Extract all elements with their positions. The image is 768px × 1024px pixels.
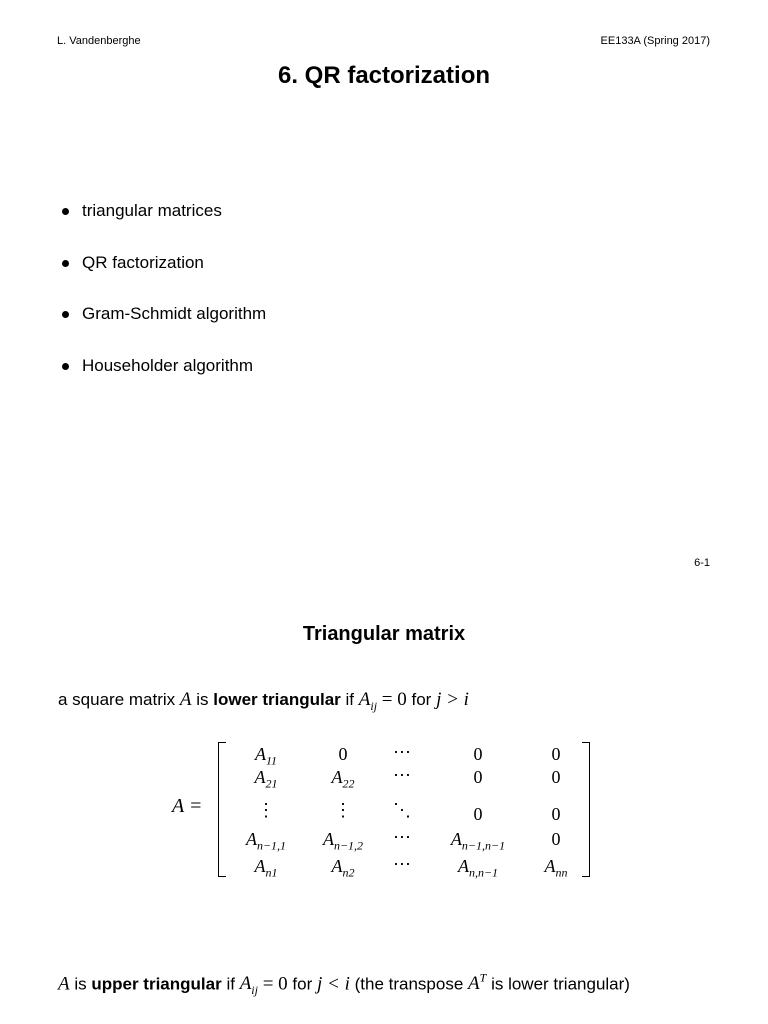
matrix-cell: 0 [473, 744, 483, 764]
bullet-icon [62, 311, 69, 318]
matrix-cell: 0 [551, 767, 561, 787]
matrix-cell: 0 [338, 744, 348, 764]
matrix-lhs: A = [172, 795, 203, 817]
bullet-icon [62, 260, 69, 267]
matrix-cell: 0 [473, 804, 483, 824]
matrix-cell: $A_{22}$ [331, 767, 355, 791]
upper-triangular-definition: A is upper triangular if $A_{ij} = 0$ for j < i (the transpose $A^T$ is lower triangular) [58, 971, 630, 998]
matrix-cell: $A_{n-1,n-1}$ [450, 829, 506, 853]
matrix-cell: 0 [551, 744, 561, 764]
matrix-cell: 0 [551, 804, 561, 824]
matrix-cell: 0 [551, 829, 561, 849]
matrix-left-bracket [218, 742, 226, 877]
lower-triangular-definition: a square matrix A is lower triangular if $A_{ij} = 0$ for j > i [58, 689, 469, 713]
list-item: QR factorization [62, 252, 266, 304]
matrix-cell: ⋯ [393, 827, 411, 847]
course-header: EE133A (Spring 2017) [600, 35, 710, 47]
outline-list [62, 200, 266, 406]
matrix-cell: ⋮ [257, 800, 275, 820]
slide-title: 6. QR factorization [277, 62, 491, 89]
matrix-cell: 0 [473, 767, 483, 787]
matrix-cell: ⋯ [393, 854, 411, 874]
bullet-icon [62, 363, 69, 370]
list-item: Householder algorithm [62, 355, 266, 407]
matrix-cell: ⋯ [393, 742, 411, 762]
list-item: triangular matrices [62, 200, 266, 252]
author-header: L. Vandenberghe [57, 35, 141, 47]
matrix-cell: $A_{n2}$ [331, 856, 355, 880]
page-number: 6-1 [694, 557, 710, 569]
matrix-cell: $A_{nn}$ [544, 856, 568, 880]
matrix-cell: $A_{n-1,1}$ [245, 829, 287, 853]
section-title: Triangular matrix [302, 623, 466, 645]
matrix-cell: ⋯ [393, 765, 411, 785]
matrix-cell: $A_{n1}$ [254, 856, 278, 880]
matrix-cell: $A_{n,n-1}$ [457, 856, 499, 880]
bullet-icon [62, 208, 69, 215]
list-item: Gram-Schmidt algorithm [62, 303, 266, 355]
matrix-cell: $A_{21}$ [254, 767, 278, 791]
matrix-cell: $A_{11}$ [254, 744, 278, 768]
matrix-cell: $A_{n-1,2}$ [322, 829, 364, 853]
matrix-cell: ⋱ [393, 800, 411, 820]
matrix-cell: ⋮ [334, 800, 352, 820]
